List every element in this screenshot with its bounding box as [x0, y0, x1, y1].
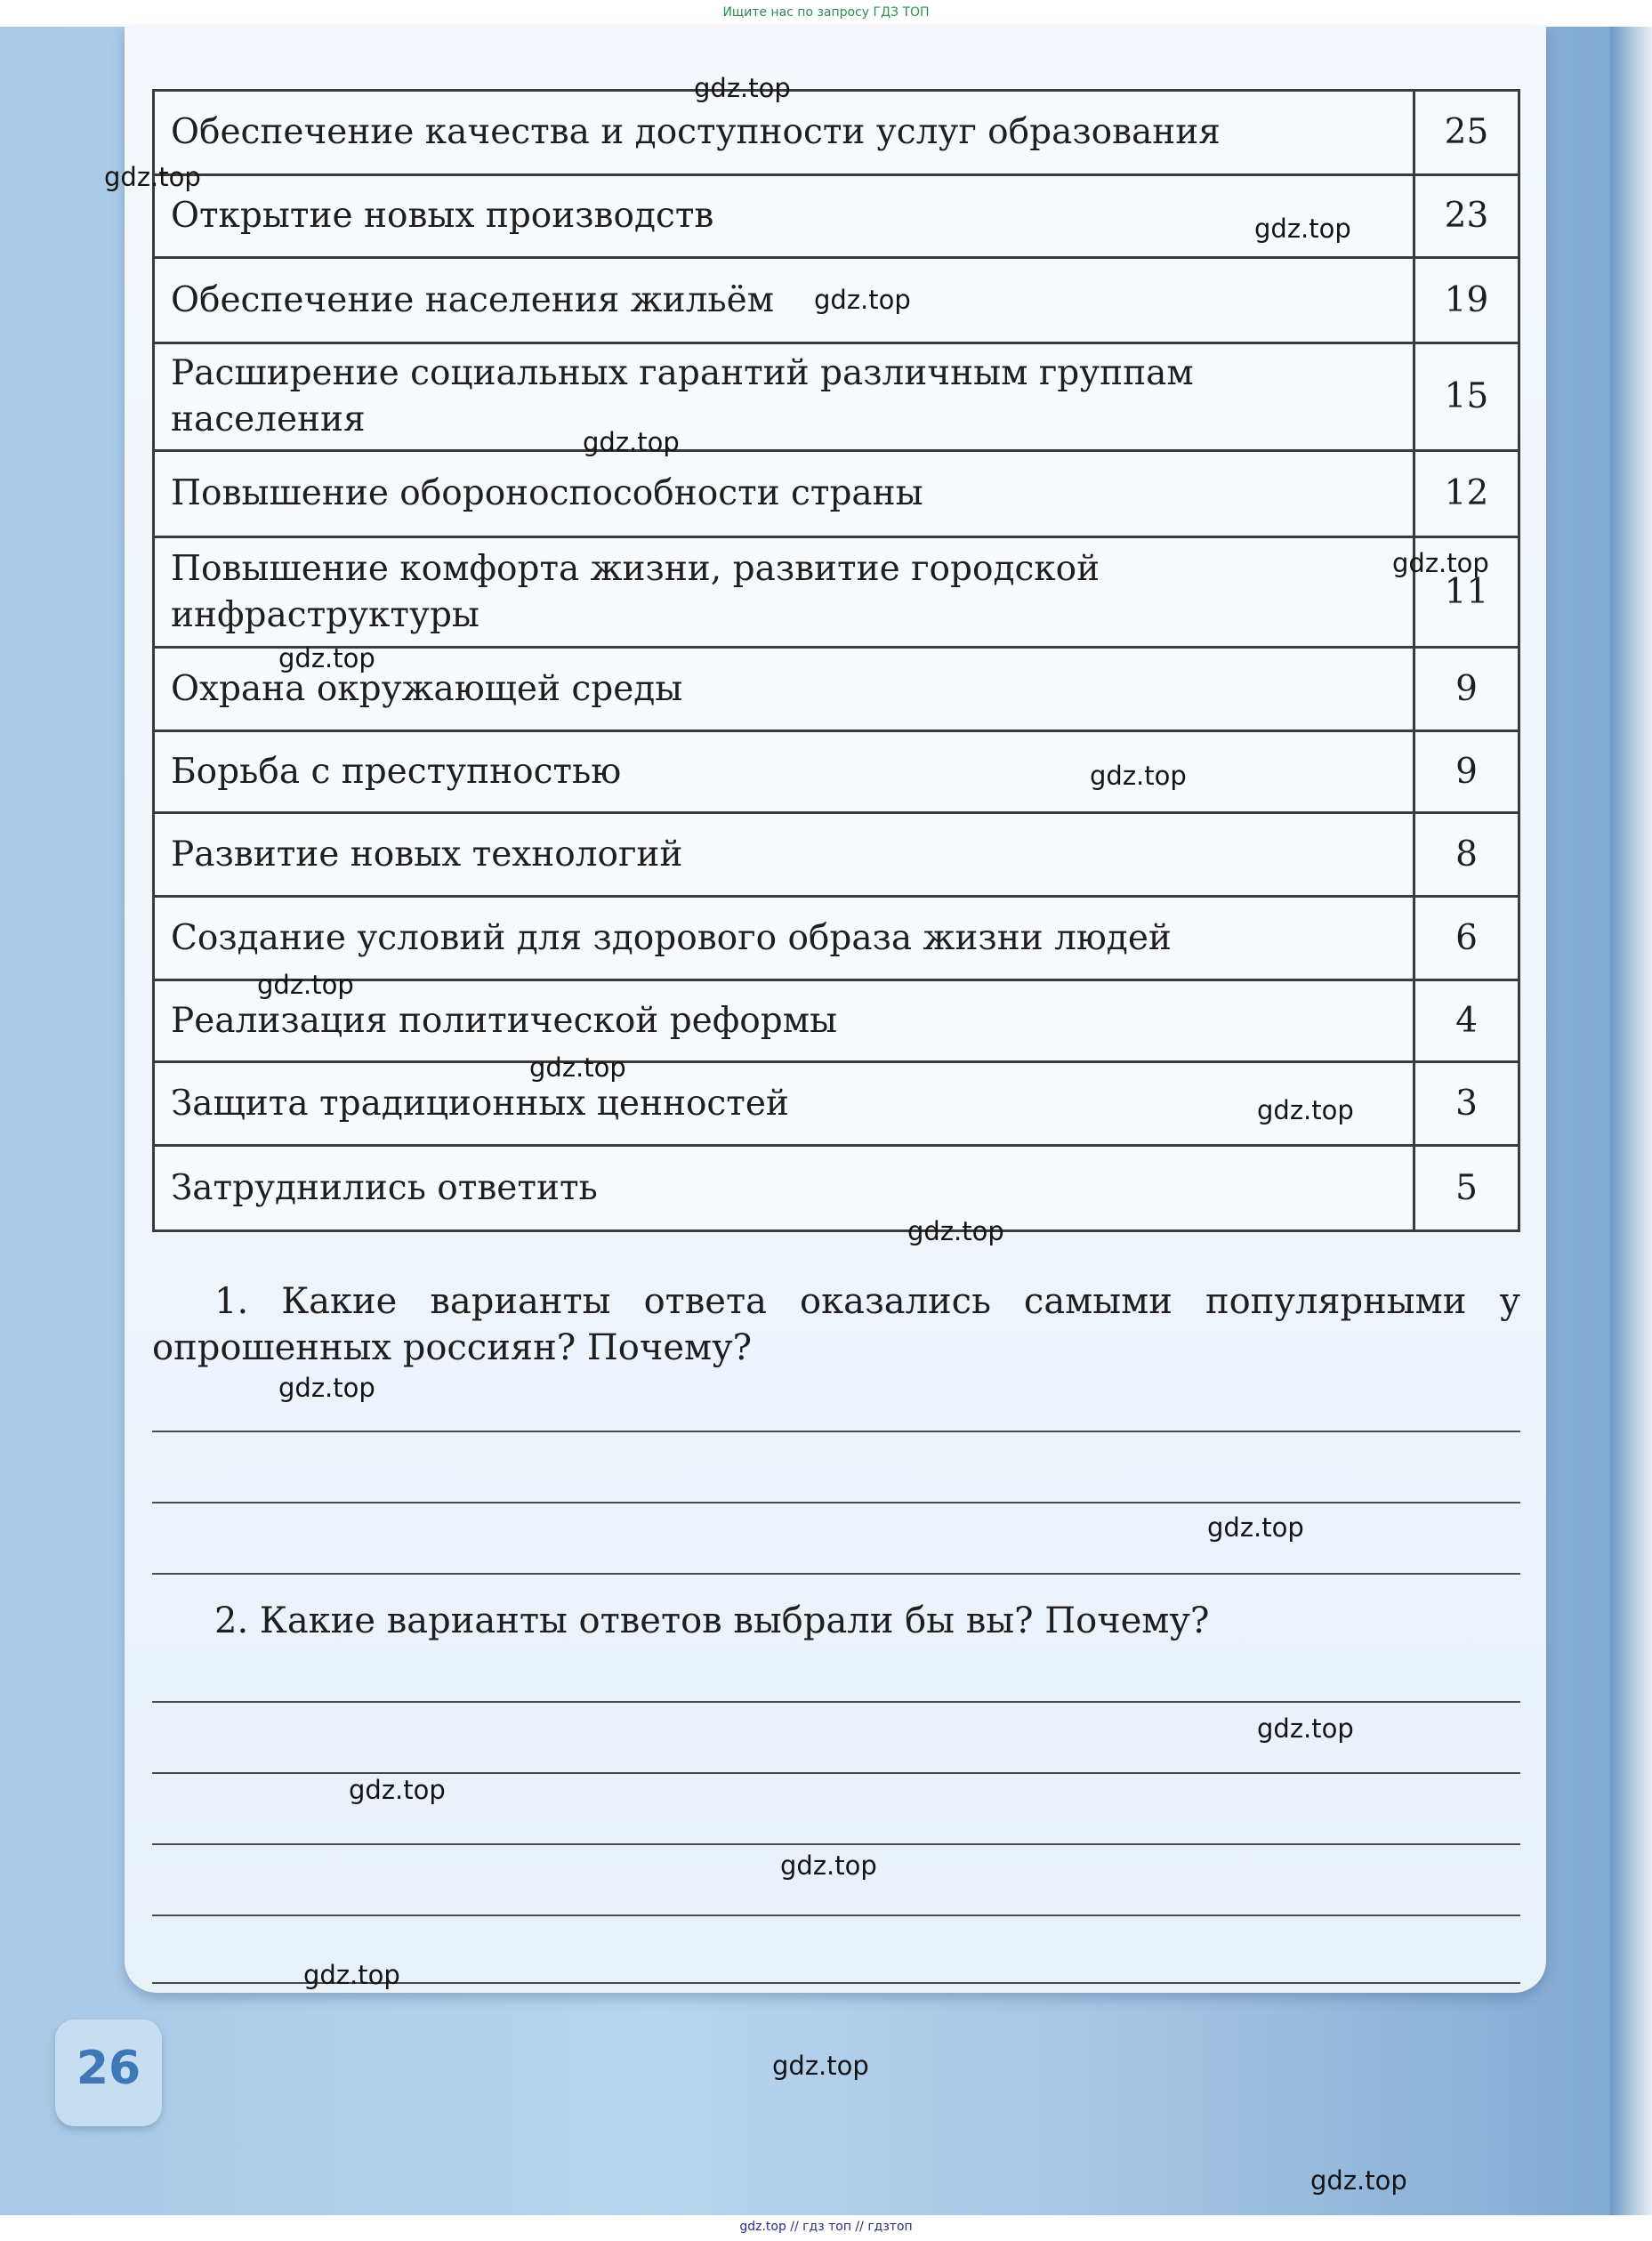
watermark-text: gdz.top — [1257, 1713, 1354, 1744]
answer-line[interactable] — [152, 1573, 1520, 1575]
option-label: Защита традиционных ценностей — [154, 1062, 1414, 1146]
table-row — [154, 451, 1519, 537]
option-label: Расширение социальных гарантий различным группам населения — [154, 343, 1414, 451]
answer-line[interactable] — [152, 1701, 1520, 1703]
table-row — [154, 897, 1519, 980]
watermark-text: gdz.top — [694, 73, 791, 103]
watermark-text: gdz.top — [1207, 1512, 1304, 1543]
watermark-text: gdz.top — [529, 1052, 626, 1083]
option-label: Затруднились ответить — [154, 1146, 1414, 1231]
table-row — [154, 537, 1519, 648]
option-percent: 5 — [1414, 1146, 1519, 1231]
watermark-text: gdz.top — [814, 285, 911, 315]
option-percent: 11 — [1414, 537, 1519, 648]
answer-line[interactable] — [152, 1772, 1520, 1774]
watermark-text: gdz.top — [349, 1775, 446, 1805]
page-number: 26 — [76, 2042, 141, 2095]
option-label: Повышение комфорта жизни, развитие городской инфраструктуры — [154, 537, 1414, 648]
table-row — [154, 343, 1519, 451]
watermark-text: gdz.top — [772, 2051, 869, 2081]
option-percent: 9 — [1414, 731, 1519, 813]
top-banner: Ищите нас по запросу ГДЗ ТОП — [722, 5, 930, 20]
option-label: Реализация политической реформы — [154, 980, 1414, 1062]
watermark-text: gdz.top — [583, 427, 680, 457]
watermark-text: gdz.top — [1310, 2165, 1407, 2196]
table-row — [154, 731, 1519, 813]
option-label: Повышение обороноспособности страны — [154, 451, 1414, 537]
option-label: Борьба с преступностью — [154, 731, 1414, 813]
option-percent: 25 — [1414, 91, 1519, 175]
watermark-text: gdz.top — [1254, 214, 1351, 244]
option-percent: 19 — [1414, 258, 1519, 343]
answer-line[interactable] — [152, 1915, 1520, 1916]
option-percent: 9 — [1414, 648, 1519, 731]
answer-line[interactable] — [152, 1843, 1520, 1845]
option-percent: 8 — [1414, 813, 1519, 897]
footer-banner: gdz.top // гдз топ // гдзтоп — [739, 2220, 913, 2234]
option-label: Создание условий для здорового образа жизни людей — [154, 897, 1414, 980]
table-row — [154, 91, 1519, 175]
table-row — [154, 1146, 1519, 1231]
answer-line[interactable] — [152, 1431, 1520, 1432]
option-label: Открытие новых производств — [154, 175, 1414, 258]
watermark-text: gdz.top — [278, 643, 375, 673]
watermark-text: gdz.top — [1090, 761, 1187, 791]
table-row — [154, 980, 1519, 1062]
book-spine-edge — [1610, 27, 1652, 2215]
watermark-text: gdz.top — [257, 970, 354, 1000]
table-row — [154, 813, 1519, 897]
option-percent: 23 — [1414, 175, 1519, 258]
option-label: Охрана окружающей среды — [154, 648, 1414, 731]
watermark-text: gdz.top — [780, 1850, 877, 1881]
question-1: 1. Какие варианты ответа оказались самыми популярными у опрошенных россиян? Почему? — [152, 1281, 1520, 1368]
option-percent: 12 — [1414, 451, 1519, 537]
watermark-text: gdz.top — [907, 1216, 1004, 1246]
option-percent: 4 — [1414, 980, 1519, 1062]
option-label: Развитие новых технологий — [154, 813, 1414, 897]
watermark-text: gdz.top — [104, 162, 201, 192]
option-percent: 15 — [1414, 343, 1519, 451]
watermark-text: gdz.top — [1392, 548, 1489, 578]
answer-line[interactable] — [152, 1502, 1520, 1503]
option-percent: 6 — [1414, 897, 1519, 980]
watermark-text: gdz.top — [278, 1373, 375, 1403]
question-2: 2. Какие варианты ответов выбрали бы вы? Почему? — [214, 1600, 1210, 1641]
option-label: Обеспечение населения жильём — [154, 258, 1414, 343]
watermark-text: gdz.top — [1257, 1095, 1354, 1125]
option-label: Обеспечение качества и доступности услуг образования — [154, 91, 1414, 175]
watermark-text: gdz.top — [303, 1960, 400, 1990]
option-percent: 3 — [1414, 1062, 1519, 1146]
